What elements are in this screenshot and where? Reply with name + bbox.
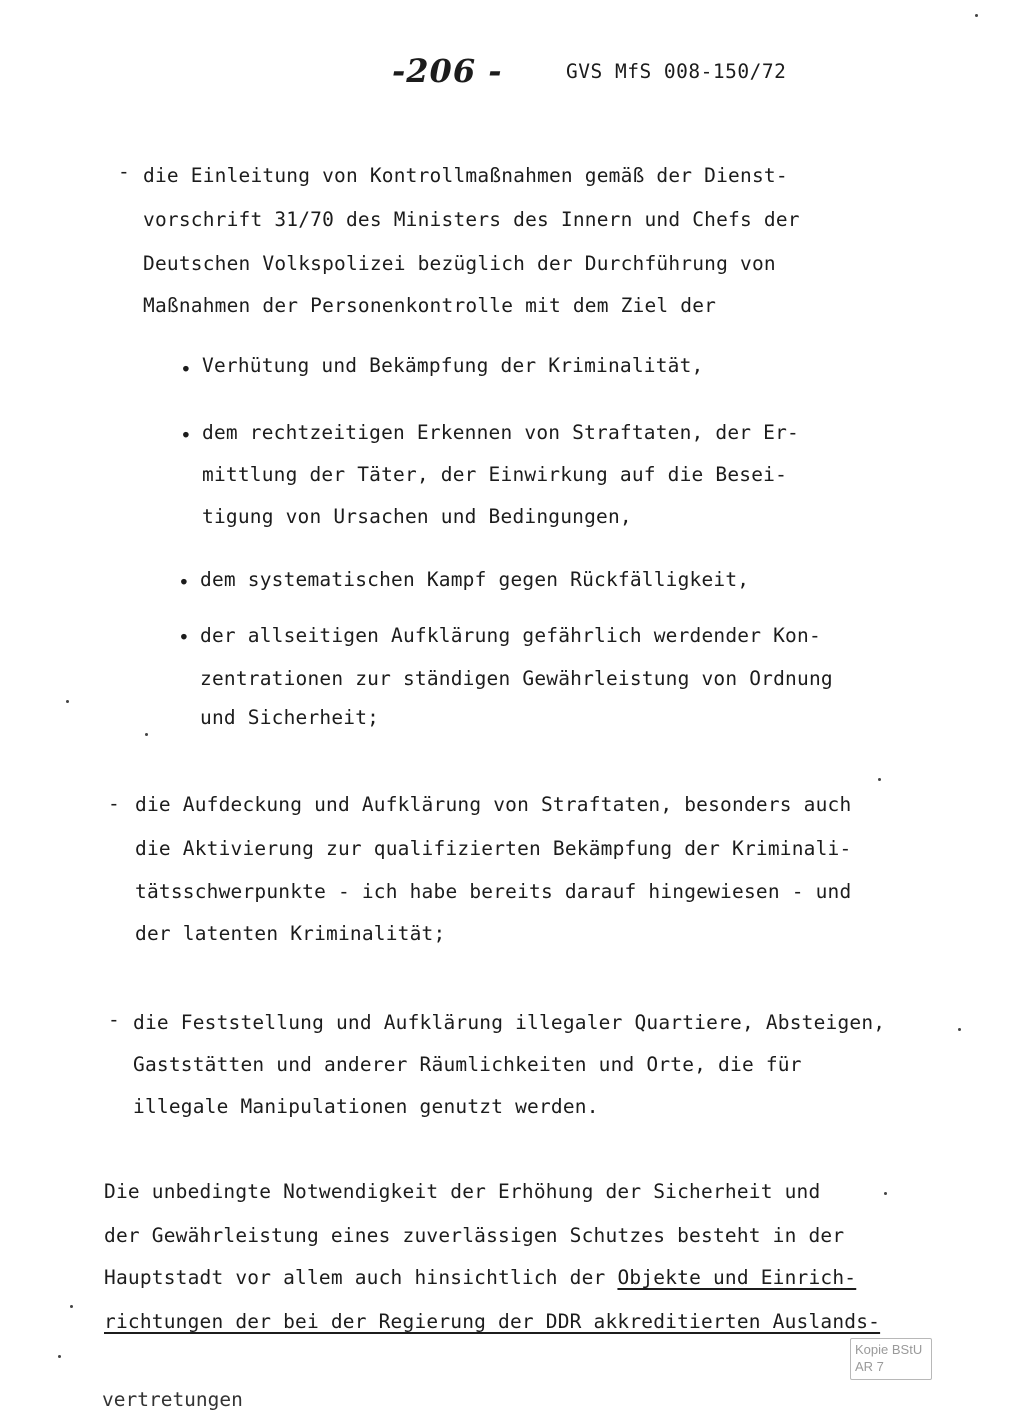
scan-speck (66, 700, 69, 703)
subitem1-line-1: Verhütung und Bekämpfung der Kriminalität, (202, 354, 704, 377)
item3-line-2: Gaststätten und anderer Räumlichkeiten und Orte, die für (133, 1053, 802, 1076)
subitem2-line-1: dem rechtzeitigen Erkennen von Straftaten, der Er- (202, 421, 799, 444)
item1-line-3: Deutschen Volkspolizei bezüglich der Durchführung von (143, 252, 776, 275)
item3-dash: - (108, 1008, 120, 1031)
scan-speck (958, 1028, 961, 1031)
document-reference: GVS MfS 008-150/72 (566, 60, 787, 83)
paragraph-underlined-objects: Objekte und Einrich- (617, 1266, 857, 1289)
paragraph-line-4: richtungen der bei der Regierung der DDR akkreditierten Auslands- (104, 1310, 881, 1333)
item2-dash: - (108, 792, 120, 815)
page-number: -206 - (392, 52, 503, 90)
scan-speck (878, 778, 881, 781)
stamp-line-2: AR 7 (855, 1359, 884, 1374)
scan-speck (145, 733, 148, 736)
subitem3-line-1: dem systematischen Kampf gegen Rückfälligkeit, (200, 568, 750, 591)
item1-line-4: Maßnahmen der Personenkontrolle mit dem Ziel der (143, 294, 717, 317)
item2-line-1: die Aufdeckung und Aufklärung von Straftaten, besonders auch (135, 793, 852, 816)
item1-dash: - (118, 160, 130, 183)
subitem1-bullet: • (180, 358, 192, 381)
item2-line-3: tätsschwerpunkte - ich habe bereits darauf hingewiesen - und (135, 880, 852, 903)
item1-line-1: die Einleitung von Kontrollmaßnahmen gemäß der Dienst- (143, 164, 788, 187)
item3-line-1: die Feststellung und Aufklärung illegaler Quartiere, Absteigen, (133, 1011, 886, 1034)
item3-line-3: illegale Manipulationen genutzt werden. (133, 1095, 599, 1118)
paragraph-line-3-text: Hauptstadt vor allem auch hinsichtlich der (104, 1266, 606, 1289)
subitem4-line-2: zentrationen zur ständigen Gewährleistung von Ordnung (200, 667, 833, 690)
subitem4-line-1: der allseitigen Aufklärung gefährlich werdender Kon- (200, 624, 821, 647)
subitem2-bullet: • (180, 424, 192, 447)
paragraph-line-2: der Gewährleistung eines zuverlässigen Schutzes besteht in der (104, 1224, 845, 1247)
scan-speck (975, 14, 978, 17)
subitem2-line-3: tigung von Ursachen und Bedingungen, (202, 505, 632, 528)
paragraph-line-3 (104, 1266, 856, 1290)
item2-line-2: die Aktivierung zur qualifizierten Bekämpfung der Kriminali- (135, 837, 852, 860)
subitem4-line-3: und Sicherheit; (200, 706, 380, 729)
scan-speck (70, 1305, 73, 1308)
archive-stamp (850, 1338, 932, 1380)
subitem2-line-2: mittlung der Täter, der Einwirkung auf die Besei- (202, 463, 788, 486)
scan-speck (884, 1192, 887, 1195)
item2-line-4: der latenten Kriminalität; (135, 922, 446, 945)
subitem4-bullet: • (178, 626, 190, 649)
paragraph-line-5-cut: vertretungen (102, 1388, 243, 1411)
paragraph-line-1: Die unbedingte Notwendigkeit der Erhöhung der Sicherheit und (104, 1180, 821, 1203)
subitem3-bullet: • (178, 571, 190, 594)
item1-line-2: vorschrift 31/70 des Ministers des Innern und Chefs der (143, 208, 800, 231)
stamp-line-1: Kopie BStU (855, 1342, 923, 1357)
scan-speck (58, 1355, 61, 1358)
